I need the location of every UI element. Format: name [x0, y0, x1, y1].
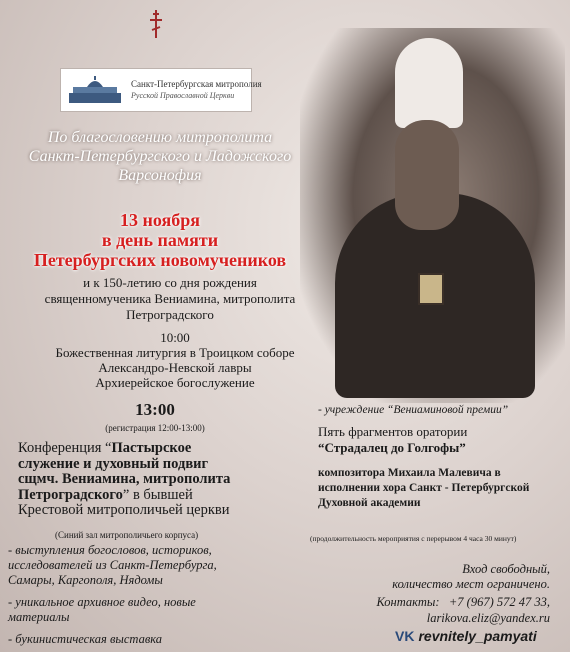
anniversary: [20, 275, 320, 323]
logo-subtitle: Русской Православной Церкви: [131, 91, 235, 100]
face: [395, 120, 459, 230]
metropolis-logo: [60, 68, 262, 112]
conference-prefix: Конференция “: [18, 440, 112, 456]
conference-line: сщмч. Вениамина, митрополита: [18, 471, 231, 487]
entry-line: количество мест ограничено.: [392, 577, 550, 591]
oratorio: [318, 424, 568, 456]
oratorio-intro: Пять фрагментов оратории: [318, 424, 468, 439]
bullet-item: [8, 543, 308, 588]
liturgy-line: Архиерейское богослужение: [95, 375, 255, 390]
bullet-line: Самары, Каргополя, Нядомы: [8, 573, 163, 587]
event-memory: Петербургских новомучеников: [33, 250, 287, 270]
bullet-line: - уникальное архивное видео, новые: [8, 595, 196, 609]
conference-suffix: ” в бывшей: [122, 486, 193, 503]
anniversary-line: Петроградского: [126, 307, 214, 322]
composer-line: композитора Михаила Малевича в: [318, 467, 501, 479]
bullet-line: материалы: [8, 610, 70, 624]
contact-email[interactable]: larikova.eliz@yandex.ru: [426, 611, 550, 625]
anniversary-line: священномученика Вениамина, митрополита: [44, 291, 296, 306]
conference-line: служение и духовный подвиг: [18, 455, 209, 472]
logo-title: Санкт-Петербургская митрополия: [131, 79, 262, 89]
liturgy-time: 10:00: [160, 330, 190, 345]
blessing-line: Варсонофия: [118, 167, 202, 184]
event-day-line: в день памяти: [101, 230, 219, 250]
event-date: 13 ноября: [119, 210, 200, 230]
event-heading: [10, 210, 310, 270]
cathedral-logo-icon: [67, 75, 123, 105]
entry-line: Вход свободный,: [462, 562, 550, 576]
blessing: [10, 128, 310, 185]
contacts: [300, 594, 550, 626]
conference-title-part: Петроградского: [18, 486, 123, 503]
liturgy: [10, 330, 340, 390]
bullet-item: [8, 632, 308, 647]
vk-handle: revnitely_pamyati: [418, 628, 537, 644]
conference-place: Крестовой митрополичьей церкви: [18, 502, 230, 518]
panagia-icon: [418, 273, 444, 305]
conference-line: [18, 441, 308, 457]
vk-icon: VK: [395, 628, 415, 644]
conference-line: [18, 488, 308, 504]
entry-info: [300, 562, 550, 592]
oratorio-title: “Страдалец до Голгофы”: [318, 440, 466, 455]
liturgy-line: Александро-Невской лавры: [98, 360, 252, 375]
liturgy-line: Божественная литургия в Троицком соборе: [55, 345, 295, 360]
anniversary-line: и к 150-летию со дня рождения: [83, 275, 257, 290]
mitre: [395, 38, 463, 128]
orthodox-cross-icon: [148, 8, 164, 40]
contacts-line: [300, 594, 550, 610]
composer-line: исполнении хора Санкт - Петербургской: [318, 482, 530, 494]
bullet-line: исследователей из Санкт-Петербурга,: [8, 558, 217, 572]
conference-title: [18, 441, 308, 519]
bullet-item: [8, 595, 308, 625]
contacts-label: Контакты:: [376, 595, 440, 609]
blessing-line: Санкт-Петербургского и Ладожского: [28, 148, 292, 165]
conference-time: 13:00: [135, 400, 175, 419]
duration-note: (продолжительность мероприятия с перерывом 4 часа 30 минут): [310, 534, 517, 543]
vk-link[interactable]: [395, 628, 565, 646]
composer-info: [318, 466, 568, 511]
conference-hall: (Синий зал митрополичьего корпуса): [55, 530, 199, 540]
composer-line: Духовной академии: [318, 497, 421, 509]
conference-title-part: Пастырское: [111, 440, 192, 456]
registration-note: (регистрация 12:00-13:00): [105, 423, 205, 433]
bullet-line: - выступления богословов, историков,: [8, 543, 212, 557]
contact-phone[interactable]: +7 (967) 572 47 33,: [448, 595, 550, 609]
prize-note: - учреждение “Вениаминовой премии”: [318, 404, 509, 416]
blessing-line: По благословению митрополита: [47, 129, 273, 146]
bullet-line: - букинистическая выставка: [8, 632, 163, 646]
conference-bullets: [8, 543, 308, 647]
